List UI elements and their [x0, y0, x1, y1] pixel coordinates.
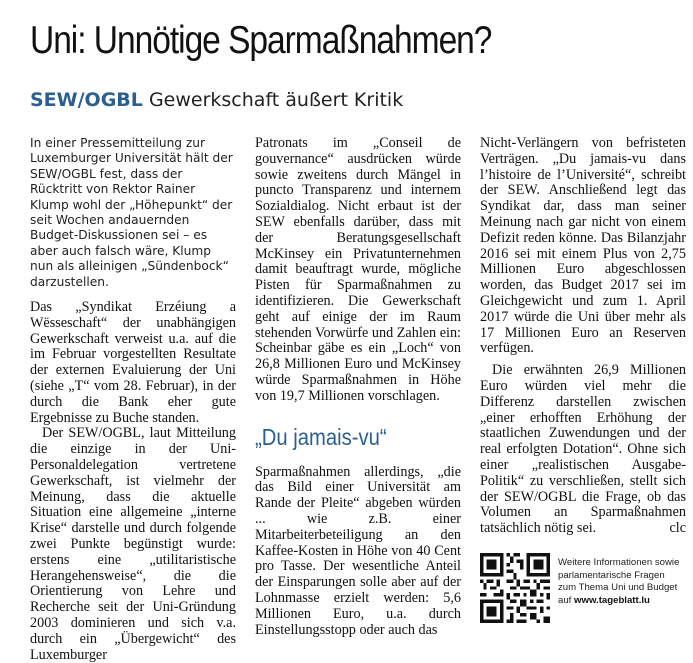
qr-code-icon[interactable] [480, 553, 550, 623]
body-paragraph-6-text: Die erwähnten 26,9 Millionen Euro würden viel mehr die Differenz darstellen zwischen „einer erhofften Erhöhung der staatlichen Zuwendungen und der real erfolgten Dotation“. Ohne sich einer „realistischen Ausgabe-Politik“ zu verschließen, stellt sich der SEW/OGBL die Frage, ob das Volumen an Sparmaßnahmen tatsächlich nötig sei. [480, 362, 686, 537]
column-2 [255, 136, 461, 638]
section-heading: „Du jamais-vu“ [255, 423, 387, 450]
body-paragraph-5: Nicht-Verlängern von befristeten Verträgen. „Du jamais-vu dans l’histoire de l’Université“, schreibt der SEW. Anschließend legt das Syndikat dar, dass man seiner Meinung nach gar nicht von einem Defizit reden könne. Das Bilanzjahr 2016 sei mit einem Plus von 2,75 Millionen Euro abgeschlossen worden, das Budget 2017 sei im Gleichgewicht und zum 1. April 2017 würde die Uni über mehr als 17 Millionen Euro an Reserven verfügen. [480, 135, 686, 357]
body-paragraph-6 [480, 363, 686, 537]
article-headline: Uni: Unnötige Sparmaßnahmen? [30, 19, 492, 62]
lead-paragraph: In einer Pressemitteilung zur Luxemburger Universität hält der SEW/OGBL fest, dass der Rücktritt von Rektor Rainer Klump wohl der „Höhepunkt“ der seit Wochen andauernden Budget-Diskussionen sei – es aber auch falsch wäre, Klump nun als alleinigen „Sündenbock“ darzustellen. [30, 136, 233, 289]
author-signature: clc [669, 520, 686, 537]
info-box-link[interactable]: www.tageblatt.lu [574, 594, 650, 606]
body-paragraph-2: Der SEW/OGBL, laut Mitteilung die einzige in der Uni-Personaldelegation vertretene Gewerkschaft, ist vielmehr der Meinung, dass die aktuelle Situation eine allgemeine „interne Krise“ darstelle und durch folgende zwei Punkte begünstigt wurde: erstens eine „utilitaristische Herangehensweise“, die die Orientierung von Lehre und Recherche seit der Uni-Gründung 2003 dominieren und sich v.a. durch ein „Übergewicht“ des Luxemburger [30, 425, 236, 663]
info-box-description: Weitere Informationen sowie parlamentarische Fragen zum Thema Uni und Budget auf [558, 557, 680, 606]
subheadline-org: SEW/OGBL [30, 89, 143, 111]
body-paragraph-3: Patronats im „Conseil de gouvernance“ ausdrücken würde sowie zweitens durch Mängel in puncto Transparenz und internem Sozialdialog. Nicht erbaut ist der SEW ebenfalls darüber, dass mit der Beratungsgesellschaft McKinsey ein Privatunternehmen damit beauftragt wurde, mögliche Pisten für Sparmaßnahmen zu identifizieren. Die Gewerkschaft geht auf einige der im Raum stehenden Vorwürfe und Zahlen ein: Scheinbar gäbe es ein „Loch“ von 26,8 Millionen Euro und McKinsey würde Sparmaßnahmen in Höhe von 19,7 Millionen vorschlagen. [255, 135, 461, 404]
body-paragraph-4: Sparmaßnahmen allerdings, „die das Bild einer Universität am Rande der Pleite“ abgeben würden ... wie z.B. einer Mitarbeiterbeteiligung an den Kaffee-Kosten in Höhe von 40 Cent pro Tasse. Der wesentliche Anteil der Einsparungen solle aber auf der Lohnmasse erzielt werden: 5,6 Millionen Euro, u.a. durch Einstellungsstopp oder auch das [255, 463, 461, 638]
column-1 [30, 136, 236, 663]
subheadline-text: Gewerkschaft äußert Kritik [148, 89, 404, 111]
info-box [480, 553, 680, 625]
column-3 [480, 136, 686, 537]
body-paragraph-1: Das „Syndikat Erzéiung a Wësseschaft“ der unabhängigen Gewerkschaft verweist u.a. auf die im Februar vorgestellten Resultate der externen Evaluierung der Uni (siehe „T“ vom 28. Februar), in der durch die Bank eher gute Ergebnisse zu Buche standen. [30, 299, 236, 426]
article-subheadline [30, 88, 403, 112]
info-box-text [558, 557, 682, 607]
